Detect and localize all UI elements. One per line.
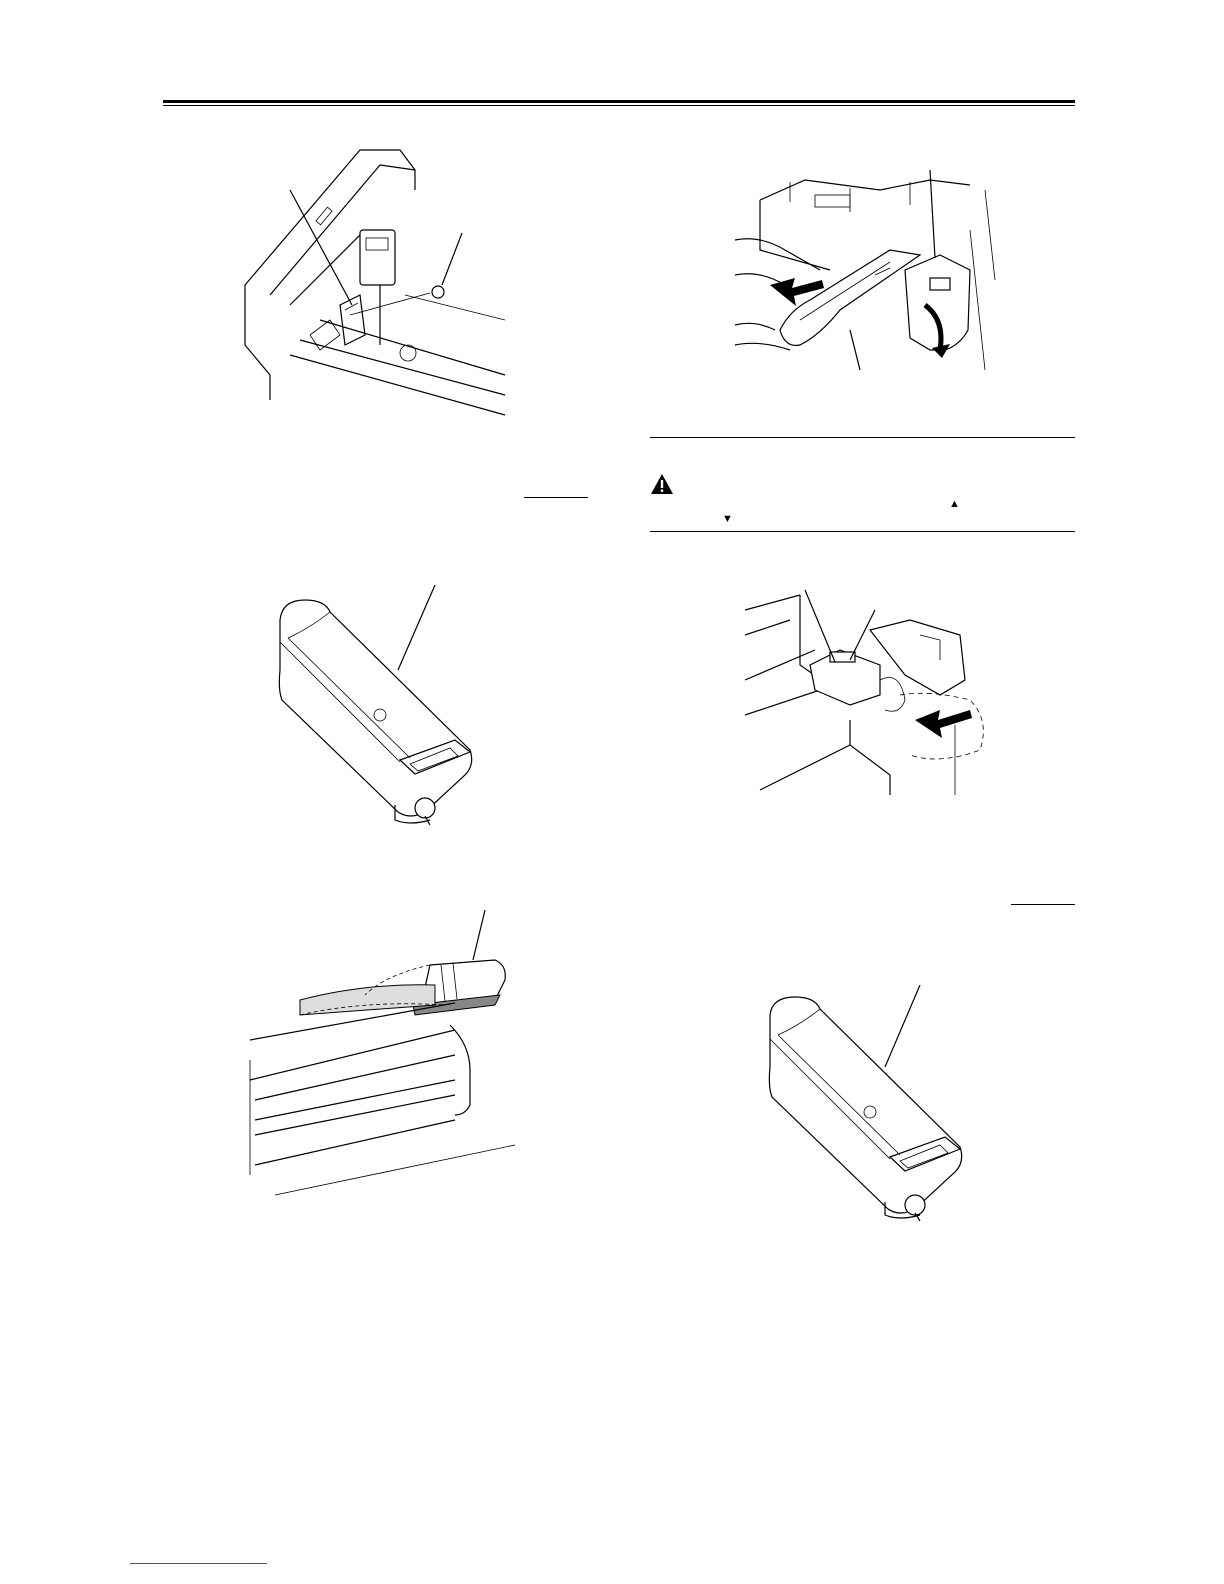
note-top-rule: [650, 437, 1075, 438]
header-rule-thin: [163, 105, 1075, 106]
down-triangle-icon: ▼: [722, 513, 733, 525]
reference-underline-2: [1011, 904, 1075, 905]
header-rule: [163, 100, 1075, 103]
figure-toner-cartridge-2: [760, 985, 975, 1225]
figure-tape-removal: [245, 905, 520, 1200]
figure-toner-cartridge: [270, 580, 485, 830]
figure-lever-screw: [240, 145, 510, 420]
note-bottom-rule: [650, 531, 1075, 532]
figure-insert-cartridge: [730, 160, 1000, 375]
footer-link-underline: [130, 1563, 267, 1564]
warning-icon: [650, 472, 674, 496]
reference-underline-1: [524, 497, 588, 498]
figure-cartridge-seated: [740, 580, 990, 795]
up-triangle-icon: ▲: [949, 498, 960, 510]
